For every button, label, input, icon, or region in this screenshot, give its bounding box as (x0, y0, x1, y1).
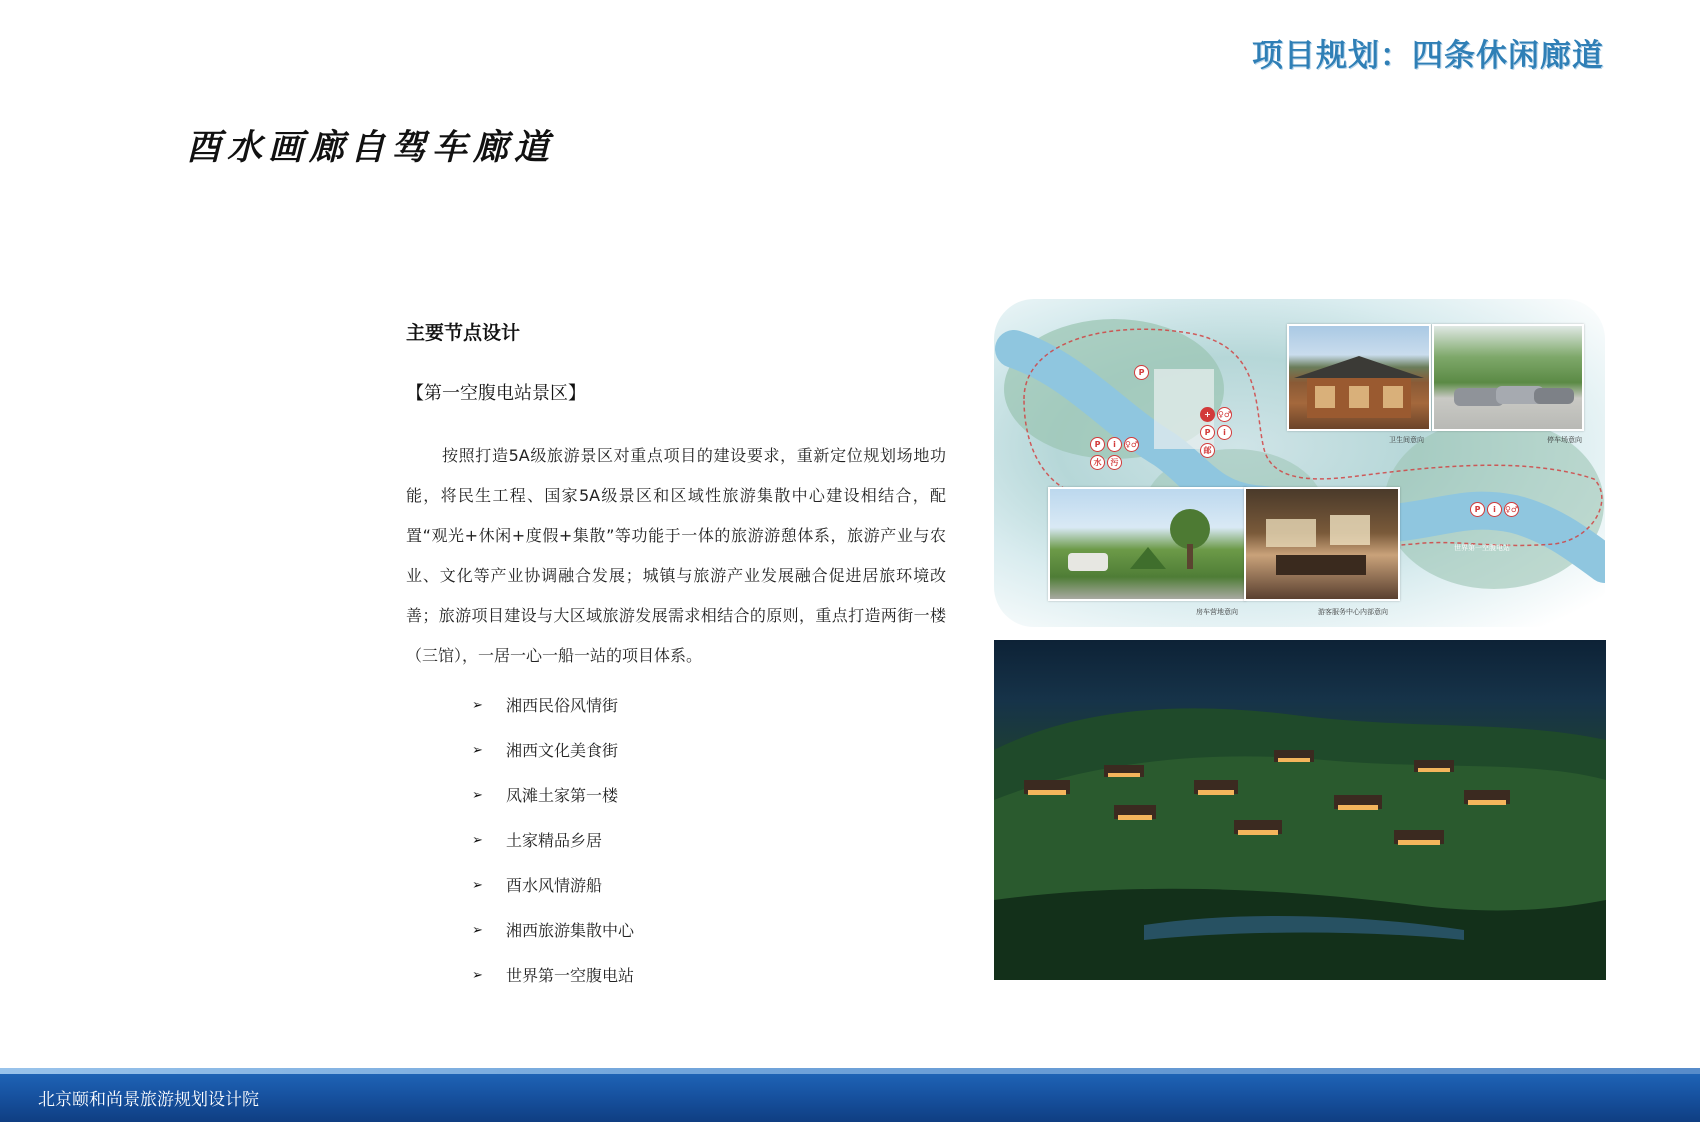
arrow-bullet-icon: ➢ (472, 698, 483, 713)
rv-camp-photo (1048, 487, 1246, 601)
parking-icon: P (1470, 502, 1485, 517)
list-item (472, 728, 946, 773)
list-item-label: 酉水风情游船 (506, 876, 603, 895)
project-list (472, 683, 946, 998)
info-icon: i (1217, 425, 1232, 440)
toilet-icon: ♀♂ (1124, 437, 1139, 452)
arrow-bullet-icon: ➢ (472, 923, 483, 938)
visitor-center-photo (1244, 487, 1400, 601)
toilet-icon: ♀♂ (1217, 407, 1232, 422)
night-village-illustration (994, 640, 1606, 980)
water-icon: 水 (1090, 455, 1105, 470)
pavilion-illustration (1289, 326, 1429, 429)
arrow-bullet-icon: ➢ (472, 788, 483, 803)
post-icon: 邮 (1200, 443, 1215, 458)
parking-photo (1432, 324, 1584, 431)
list-item-label: 湘西旅游集散中心 (506, 921, 635, 940)
marker-group-west-2 (1090, 455, 1122, 470)
footer-organization: 北京颐和尚景旅游规划设计院 (38, 1090, 259, 1110)
list-item-label: 凤滩土家第一楼 (506, 786, 619, 805)
body-paragraph: 按照打造5A级旅游景区对重点项目的建设要求，重新定位规划场地功能，将民生工程、国家5A级景区和区域性旅游集散中心建设相结合，配置“观光+休闲+度假+集散”等功能于一体的旅游游憩体系，旅游产业与农业、文化等产业协调融合发展；城镇与旅游产业发展融合促进居旅环境改善；旅游项目建设与大区域旅游发展需求相结合的原则，重点打造两街一楼（三馆），一居一心一船一站的项目体系。 (406, 446, 946, 665)
toilet-caption: 卫生间意向 (1389, 436, 1424, 444)
toilet-icon: ♀♂ (1504, 502, 1519, 517)
camp-illustration (1050, 489, 1244, 599)
parked-cars-illustration (1434, 326, 1582, 429)
arrow-bullet-icon: ➢ (472, 833, 483, 848)
section-title: 酉水画廊自驾车廊道 (186, 127, 556, 168)
list-item (472, 863, 946, 908)
info-icon: i (1107, 437, 1122, 452)
dam-place-label: 世界第一空腹电站 (1454, 544, 1510, 552)
list-item (472, 953, 946, 998)
parking-icon: P (1200, 425, 1215, 440)
list-item (472, 908, 946, 953)
node-subtitle: 【第一空腹电站景区】 (406, 383, 586, 404)
marker-parking (1134, 365, 1149, 380)
arrow-bullet-icon: ➢ (472, 878, 483, 893)
marker-post (1200, 443, 1215, 458)
node-design-heading: 主要节点设计 (406, 322, 521, 344)
first-aid-icon: + (1200, 407, 1215, 422)
list-item (472, 683, 946, 728)
rv-camp-caption: 房车营地意向 (1196, 608, 1238, 616)
parking-icon: P (1134, 365, 1149, 380)
list-item-label: 湘西文化美食街 (506, 741, 619, 760)
parking-icon: P (1090, 437, 1105, 452)
marker-group-east (1470, 502, 1519, 517)
page-title: 项目规划：四条休闲廊道 (1252, 38, 1604, 74)
list-item (472, 773, 946, 818)
arrow-bullet-icon: ➢ (472, 743, 483, 758)
marker-group-west (1090, 437, 1139, 452)
sewage-icon: 污 (1107, 455, 1122, 470)
site-plan-map (994, 299, 1605, 627)
list-item-label: 世界第一空腹电站 (506, 966, 635, 985)
info-icon: i (1487, 502, 1502, 517)
interior-illustration (1246, 489, 1398, 599)
marker-group-town-2 (1200, 425, 1232, 440)
arrow-bullet-icon: ➢ (472, 968, 483, 983)
toilet-photo (1287, 324, 1431, 431)
marker-group-town (1200, 407, 1232, 422)
list-item (472, 818, 946, 863)
content-column (406, 318, 946, 998)
visitor-center-caption: 游客服务中心内部意向 (1318, 608, 1388, 616)
list-item-label: 湘西民俗风情街 (506, 696, 619, 715)
parking-caption: 停车场意向 (1547, 436, 1582, 444)
list-item-label: 土家精品乡居 (506, 831, 603, 850)
night-village-render (994, 640, 1606, 980)
